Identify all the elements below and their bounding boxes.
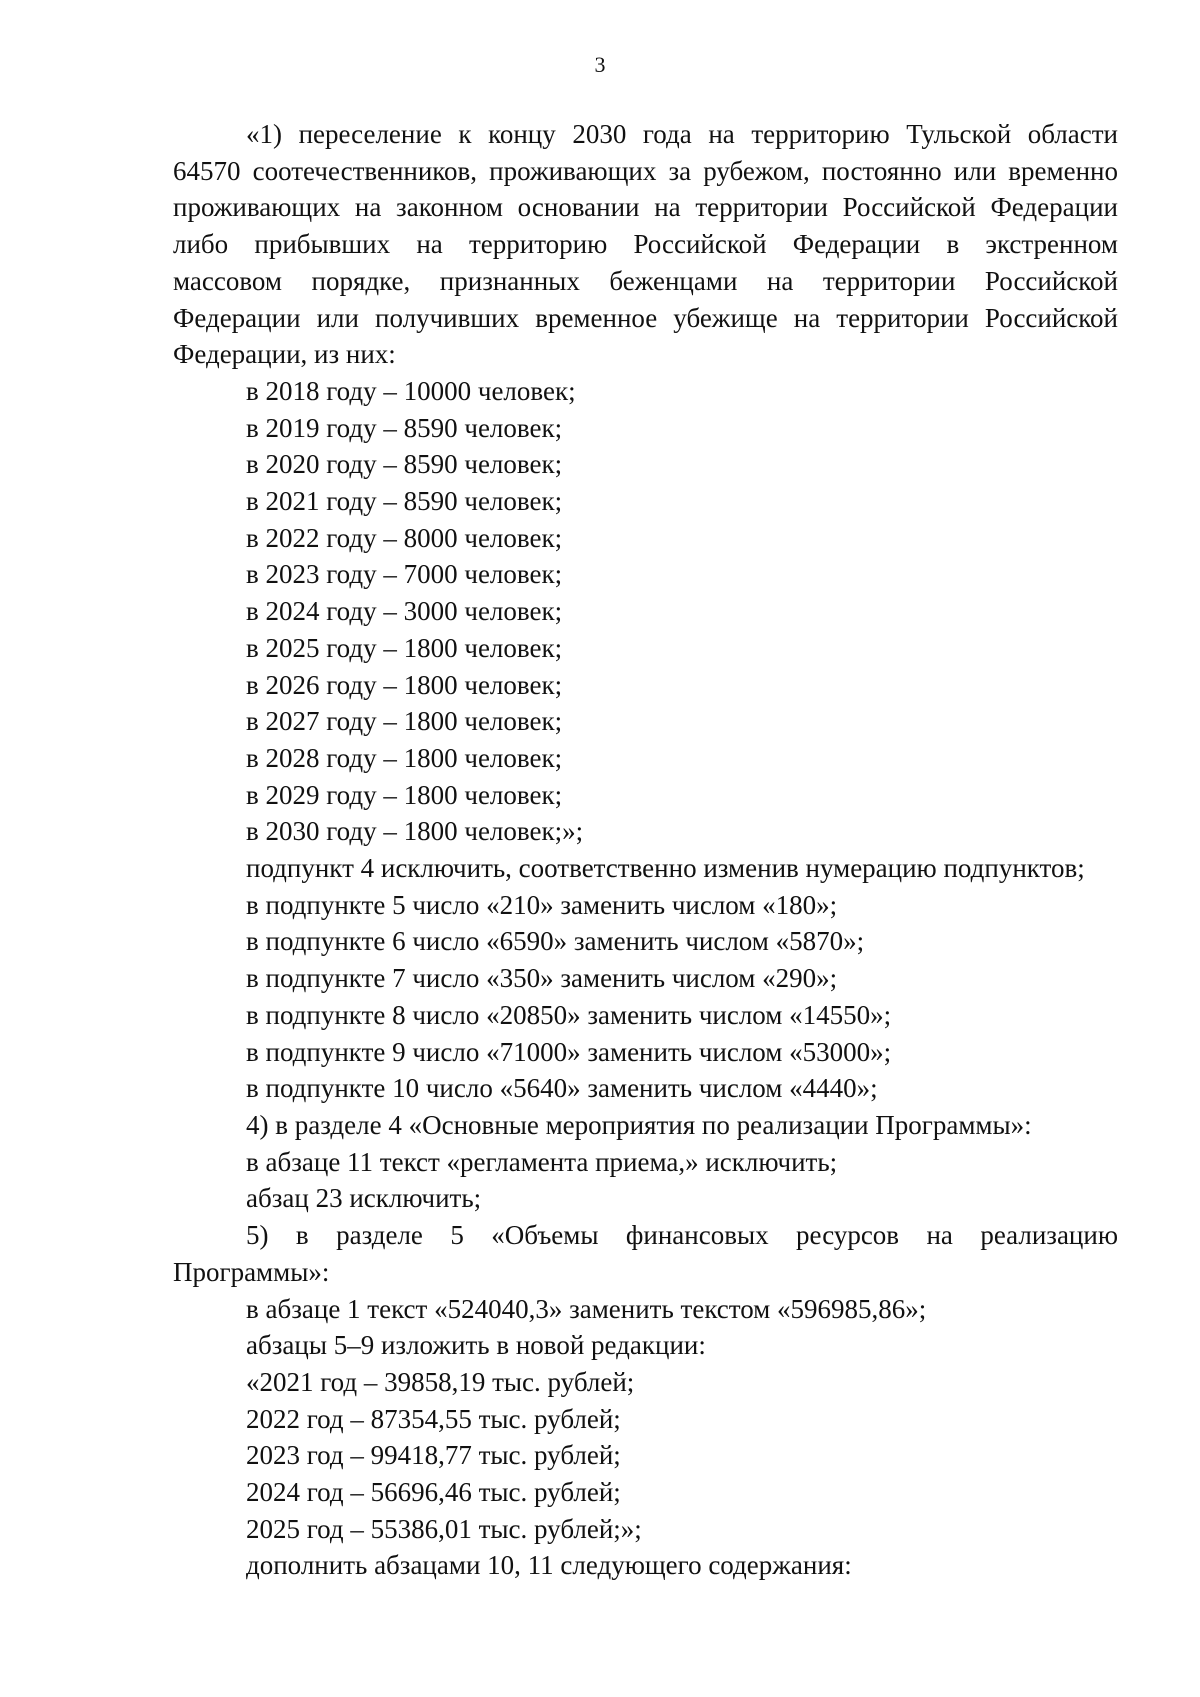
amendment-item: подпункт 4 исключить, соответственно изменив нумерацию подпунктов; (246, 853, 1085, 884)
year-list-item: в 2027 году – 1800 человек; (246, 706, 563, 737)
section5-heading-line: Программы»: (173, 1256, 330, 1287)
amendment-item: 4) в разделе 4 «Основные мероприятия по реализации Программы»: (246, 1109, 1032, 1140)
amendment-item: в подпункте 6 число «6590» заменить числом «5870»; (246, 926, 865, 957)
year-list-item: в 2019 году – 8590 человек; (246, 412, 563, 443)
intro-line: 64570 соотечественников, проживающих за рубежом, постоянно или временно (173, 155, 1118, 186)
intro-line: либо прибывших на территорию Российской Федерации в экстренном (173, 229, 1118, 260)
amendment-item: в подпункте 10 число «5640» заменить числом «4440»; (246, 1073, 878, 1104)
year-list-item: в 2021 году – 8590 человек; (246, 486, 563, 517)
year-list-item: в 2023 году – 7000 человек; (246, 559, 563, 590)
amendment-item: в подпункте 9 число «71000» заменить числом «53000»; (246, 1036, 892, 1067)
page-number: 3 (594, 52, 606, 77)
year-list-item: в 2018 году – 10000 человек; (246, 375, 576, 406)
finance-item: 2023 год – 99418,77 тыс. рублей; (246, 1440, 621, 1471)
year-list-item: в 2030 году – 1800 человек;»; (246, 816, 584, 847)
finance-item: в абзаце 1 текст «524040,3» заменить текстом «596985,86»; (246, 1293, 927, 1324)
year-list-item: в 2028 году – 1800 человек; (246, 742, 563, 773)
amendment-item: в абзаце 11 текст «регламента приема,» исключить; (246, 1146, 838, 1177)
year-list-item: в 2024 году – 3000 человек; (246, 596, 563, 627)
intro-line: проживающих на законном основании на территории Российской Федерации (173, 192, 1118, 223)
intro-line: массовом порядке, признанных беженцами на территории Российской (173, 265, 1118, 296)
section5-heading-line: 5) в разделе 5 «Объемы финансовых ресурсов на реализацию (246, 1220, 1118, 1251)
year-list-item: в 2026 году – 1800 человек; (246, 669, 563, 700)
finance-item: дополнить абзацами 10, 11 следующего содержания: (246, 1550, 852, 1581)
amendment-item: в подпункте 8 число «20850» заменить числом «14550»; (246, 999, 892, 1030)
intro-line: Федерации или получивших временное убежище на территории Российской (173, 302, 1118, 333)
amendment-item: абзац 23 исключить; (246, 1183, 482, 1214)
document-body (173, 116, 1118, 1584)
year-list-item: в 2020 году – 8590 человек; (246, 449, 563, 480)
amendment-item: в подпункте 7 число «350» заменить числом «290»; (246, 963, 838, 994)
finance-item: 2024 год – 56696,46 тыс. рублей; (246, 1477, 621, 1508)
finance-item: 2025 год – 55386,01 тыс. рублей;»; (246, 1513, 642, 1544)
finance-item: «2021 год – 39858,19 тыс. рублей; (246, 1366, 635, 1397)
intro-line: «1) переселение к концу 2030 года на территорию Тульской области (246, 119, 1118, 149)
year-list-item: в 2029 году – 1800 человек; (246, 779, 563, 810)
year-list-item: в 2025 году – 1800 человек; (246, 632, 563, 663)
amendment-item: в подпункте 5 число «210» заменить числом «180»; (246, 889, 838, 920)
year-list-item: в 2022 году – 8000 человек; (246, 522, 563, 553)
finance-item: 2022 год – 87354,55 тыс. рублей; (246, 1403, 621, 1434)
intro-line: Федерации, из них: (173, 339, 396, 370)
finance-item: абзацы 5–9 изложить в новой редакции: (246, 1330, 706, 1361)
